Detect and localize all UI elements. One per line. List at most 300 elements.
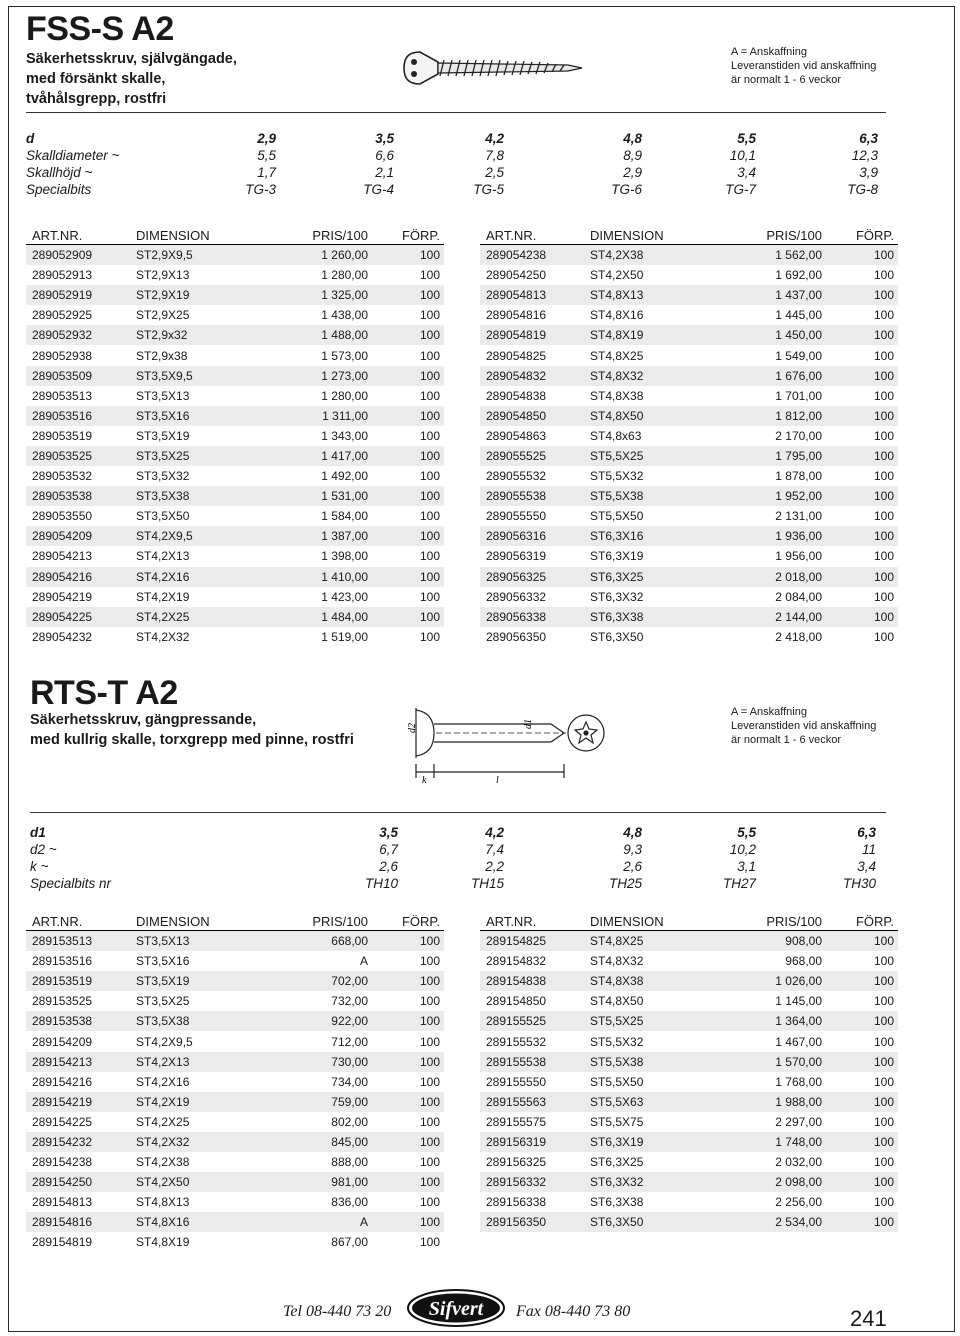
subtitle-line: Säkerhetsskruv, gängpressande, xyxy=(30,712,257,728)
spec-value: 7,4 xyxy=(485,842,504,857)
table-cell: 1 531,00 xyxy=(256,486,368,506)
table-cell: 1 311,00 xyxy=(256,406,368,426)
table-cell: 1 398,00 xyxy=(321,549,368,564)
table-cell: 100 xyxy=(822,1011,898,1031)
spec-row xyxy=(30,859,886,876)
table-cell: 100 xyxy=(822,567,898,587)
table-row xyxy=(26,406,444,426)
spec-value: TH30 xyxy=(842,876,876,891)
table-cell: 289053550 xyxy=(32,509,93,524)
note-line: A = Anskaffning xyxy=(731,706,807,718)
table-cell: ST6,3X38 xyxy=(590,607,710,627)
table-cell: ST2,9X13 xyxy=(136,268,190,283)
table-cell: 289054819 xyxy=(480,325,590,345)
delivery-note xyxy=(731,45,876,87)
table-cell: 100 xyxy=(873,1034,894,1049)
table-cell: 100 xyxy=(873,1195,894,1210)
subtitle-line: med kullrig skalle, torxgrepp med pinne, rostfri xyxy=(30,732,354,748)
table-cell: 759,00 xyxy=(256,1092,368,1112)
column-header: PRIS/100 xyxy=(256,912,368,931)
table-cell: 100 xyxy=(419,549,440,564)
table-cell: 289054832 xyxy=(480,366,590,386)
table-cell: ST6,3X19 xyxy=(590,549,644,564)
table-cell: 1 423,00 xyxy=(321,589,368,604)
table-cell: ST3,5X25 xyxy=(136,446,256,466)
table-cell: 100 xyxy=(873,954,894,969)
table-cell: 1 260,00 xyxy=(256,245,368,266)
table-cell: 289154825 xyxy=(480,931,590,952)
table-cell: 100 xyxy=(873,1114,894,1129)
table-cell: 908,00 xyxy=(710,931,822,952)
spec-row xyxy=(26,182,886,199)
table-cell: ST5,5X75 xyxy=(590,1114,644,1129)
spec-label: d2 ~ xyxy=(30,842,57,857)
table-cell: 289155525 xyxy=(480,1011,590,1031)
divider xyxy=(26,112,886,113)
table-cell: ST4,2X50 xyxy=(136,1172,256,1192)
table-cell: 732,00 xyxy=(331,994,368,1009)
table-cell: 1 573,00 xyxy=(321,348,368,363)
section2-price-table-right xyxy=(480,912,898,1253)
table-cell: ST4,2X13 xyxy=(136,549,190,564)
table-cell: 1 956,00 xyxy=(775,549,822,564)
spec-value: 4,2 xyxy=(485,131,504,146)
table-row xyxy=(26,587,444,607)
table-cell: 100 xyxy=(873,509,894,524)
table-cell: 289052909 xyxy=(26,245,136,266)
spec-value: 2,6 xyxy=(379,859,398,874)
spec-value: 2,9 xyxy=(257,131,276,146)
section2-title: RTS-T A2 xyxy=(30,674,178,712)
table-cell: ST4,8X25 xyxy=(590,348,644,363)
table-row xyxy=(480,486,898,506)
table-cell: 100 xyxy=(419,1114,440,1129)
table-cell: 100 xyxy=(419,954,440,969)
table-cell: ST3,5X38 xyxy=(136,486,256,506)
table-cell: 100 xyxy=(368,931,444,952)
table-cell: 2 256,00 xyxy=(775,1195,822,1210)
table-row xyxy=(26,1212,444,1232)
table-cell: 1 878,00 xyxy=(775,469,822,484)
note-line: Leveranstiden vid anskaffning xyxy=(731,60,877,72)
table-row xyxy=(26,1232,444,1252)
spec-value: 3,5 xyxy=(375,131,394,146)
table-cell: ST4,2X19 xyxy=(136,589,190,604)
table-cell: 1 280,00 xyxy=(321,388,368,403)
table-row xyxy=(480,325,898,345)
note-line: A = Anskaffning xyxy=(731,46,807,58)
table-cell: 289052932 xyxy=(26,325,136,345)
table-row xyxy=(480,466,898,486)
table-row xyxy=(480,991,898,1011)
spec-value: 5,5 xyxy=(257,148,276,163)
table-cell: 289052913 xyxy=(32,268,93,283)
table-row xyxy=(480,1052,898,1072)
table-cell: 100 xyxy=(873,348,894,363)
table-row xyxy=(26,1092,444,1112)
table-cell: 100 xyxy=(873,308,894,323)
spec-value: TH25 xyxy=(608,876,642,891)
spec-value: TH10 xyxy=(364,876,398,891)
table-cell: ST3,5X19 xyxy=(136,971,256,991)
table-cell: 836,00 xyxy=(331,1195,368,1210)
table-row xyxy=(480,366,898,386)
table-cell: ST4,8X16 xyxy=(590,308,644,323)
table-cell: 2 418,00 xyxy=(775,629,822,644)
table-cell: ST4,2X25 xyxy=(136,1114,190,1129)
table-cell: 289054816 xyxy=(486,308,547,323)
table-cell: 1 387,00 xyxy=(256,526,368,546)
table-cell: 100 xyxy=(368,1172,444,1192)
table-cell: ST4,8X50 xyxy=(590,406,710,426)
table-row xyxy=(26,285,444,305)
table-cell: 1 519,00 xyxy=(321,629,368,644)
table-cell xyxy=(480,1232,590,1252)
spec-value: 4,8 xyxy=(623,825,642,840)
table-cell: 100 xyxy=(368,245,444,266)
table-cell: ST4,8X32 xyxy=(590,366,710,386)
table-header-row xyxy=(26,226,444,245)
table-row xyxy=(480,446,898,466)
table-cell: 100 xyxy=(873,268,894,283)
k-label: k xyxy=(422,775,427,785)
table-cell: 1 450,00 xyxy=(710,325,822,345)
table-cell: 702,00 xyxy=(256,971,368,991)
table-cell: 100 xyxy=(873,388,894,403)
table-cell: 100 xyxy=(822,971,898,991)
table-cell: 1 467,00 xyxy=(775,1034,822,1049)
table-row xyxy=(26,466,444,486)
table-row xyxy=(26,1172,444,1192)
table-cell: 100 xyxy=(873,1155,894,1170)
table-cell: ST5,5X50 xyxy=(590,509,644,524)
spec-label: d1 xyxy=(30,825,46,840)
table-cell: ST6,3X50 xyxy=(590,1212,710,1232)
table-cell: ST5,5X25 xyxy=(590,1011,710,1031)
table-cell: ST3,5X13 xyxy=(136,388,190,403)
table-row xyxy=(480,265,898,285)
table-cell: 100 xyxy=(419,1155,440,1170)
spec-value: 6,7 xyxy=(379,842,398,857)
table-cell: 100 xyxy=(419,268,440,283)
spec-value: 7,8 xyxy=(485,148,504,163)
table-row xyxy=(480,245,898,266)
spec-value: 8,9 xyxy=(623,148,642,163)
table-cell: ST4,8X38 xyxy=(590,971,710,991)
spec-label: Specialbits xyxy=(26,182,92,197)
spec-label: Specialbits nr xyxy=(30,876,112,891)
table-cell: 1 488,00 xyxy=(256,325,368,345)
table-cell: ST4,8X25 xyxy=(590,931,710,952)
table-cell: 289054213 xyxy=(32,549,93,564)
table-cell: ST4,8X13 xyxy=(136,1195,190,1210)
table-cell: 289054863 xyxy=(486,428,547,443)
table-row xyxy=(480,627,898,647)
spec-value: 5,5 xyxy=(737,131,756,146)
table-cell: 100 xyxy=(419,1235,440,1250)
table-cell: ST4,8x63 xyxy=(590,428,642,443)
table-cell: 100 xyxy=(368,486,444,506)
table-cell: ST4,2X32 xyxy=(136,1132,256,1152)
spec-value: TG-6 xyxy=(611,182,642,197)
table-cell: 100 xyxy=(822,1052,898,1072)
column-header: FÖRP. xyxy=(368,912,444,931)
table-cell: ST4,8X38 xyxy=(590,388,644,403)
table-cell: 100 xyxy=(873,549,894,564)
spec-value: 3,4 xyxy=(737,165,756,180)
table-cell: 1 445,00 xyxy=(775,308,822,323)
table-row xyxy=(480,546,898,566)
table-cell: 100 xyxy=(368,285,444,305)
spec-value: 10,1 xyxy=(729,148,756,163)
table-cell: 712,00 xyxy=(331,1034,368,1049)
table-cell: 1 417,00 xyxy=(256,446,368,466)
table-row xyxy=(480,426,898,446)
table-row xyxy=(26,345,444,365)
spec-value: 5,5 xyxy=(737,825,756,840)
table-cell: 289052938 xyxy=(32,348,93,363)
table-cell: ST2,9x32 xyxy=(136,325,256,345)
table-cell: 100 xyxy=(368,406,444,426)
fss-screw-illustration xyxy=(398,48,588,88)
table-cell: 289154216 xyxy=(32,1074,93,1089)
table-row xyxy=(26,627,444,647)
table-row xyxy=(480,607,898,627)
table-cell: 289054838 xyxy=(486,388,547,403)
table-cell: 100 xyxy=(419,348,440,363)
table-cell: 1 988,00 xyxy=(710,1092,822,1112)
table-cell: 100 xyxy=(419,1074,440,1089)
table-cell: ST2,9X19 xyxy=(136,285,256,305)
table-cell: 100 xyxy=(419,428,440,443)
table-cell: 2 297,00 xyxy=(775,1114,822,1129)
table-cell: 100 xyxy=(822,1132,898,1152)
spec-value: 2,5 xyxy=(485,165,504,180)
table-cell: 289055538 xyxy=(480,486,590,506)
spec-label: Skallhöjd ~ xyxy=(26,165,93,180)
table-cell: 289053525 xyxy=(26,446,136,466)
table-cell: 289154819 xyxy=(32,1235,93,1250)
spec-value: TG-4 xyxy=(363,182,394,197)
table-cell: ST4,2X25 xyxy=(136,607,256,627)
table-cell: 289153516 xyxy=(32,954,93,969)
table-cell: ST4,2X38 xyxy=(590,245,710,266)
table-row xyxy=(26,971,444,991)
table-cell: 100 xyxy=(822,406,898,426)
table-cell: ST3,5X16 xyxy=(136,954,190,969)
column-header: DIMENSION xyxy=(590,226,710,245)
table-row xyxy=(480,1011,898,1031)
table-cell: 100 xyxy=(822,285,898,305)
column-header: ART.NR. xyxy=(480,226,590,245)
table-cell: ST6,3X38 xyxy=(590,1195,644,1210)
table-cell: 100 xyxy=(822,1212,898,1232)
column-header: ART.NR. xyxy=(26,912,136,931)
spec-value: 3,5 xyxy=(379,825,398,840)
table-cell: ST5,5X38 xyxy=(590,1052,710,1072)
table-cell: ST4,8X19 xyxy=(590,325,710,345)
table-row xyxy=(26,1112,444,1132)
table-cell: ST6,3X32 xyxy=(590,589,644,604)
table-row xyxy=(26,446,444,466)
table-cell: 289052919 xyxy=(26,285,136,305)
table-cell: 100 xyxy=(419,308,440,323)
section1-price-table-right xyxy=(480,226,898,647)
table-cell: 1 492,00 xyxy=(321,469,368,484)
note-line: Leveranstiden vid anskaffning xyxy=(731,720,877,732)
table-cell: 289155575 xyxy=(486,1114,547,1129)
table-row xyxy=(26,426,444,446)
table-cell: 100 xyxy=(822,446,898,466)
table-row xyxy=(26,1031,444,1051)
table-row xyxy=(26,607,444,627)
column-header: ART.NR. xyxy=(26,226,136,245)
table-row xyxy=(26,486,444,506)
table-cell: A xyxy=(256,1212,368,1232)
table-cell: 289154225 xyxy=(32,1114,93,1129)
table-cell: 289156332 xyxy=(480,1172,590,1192)
table-cell: 289055525 xyxy=(480,446,590,466)
spec-value: 6,3 xyxy=(857,825,876,840)
table-cell: 100 xyxy=(822,607,898,627)
table-cell: 100 xyxy=(873,994,894,1009)
table-cell: ST4,2X50 xyxy=(590,268,644,283)
table-cell: 1 026,00 xyxy=(710,971,822,991)
table-cell: 1 701,00 xyxy=(775,388,822,403)
spec-label: k ~ xyxy=(30,859,49,874)
table-cell: 289154816 xyxy=(26,1212,136,1232)
table-row xyxy=(26,366,444,386)
table-cell: ST4,8X16 xyxy=(136,1212,256,1232)
spec-value: TG-7 xyxy=(725,182,756,197)
table-cell: 2 170,00 xyxy=(775,428,822,443)
table-cell: 289056316 xyxy=(480,526,590,546)
spec-row xyxy=(26,131,886,148)
table-cell: 802,00 xyxy=(331,1114,368,1129)
logo-text: Sifvert xyxy=(428,1298,484,1320)
table-cell: 981,00 xyxy=(256,1172,368,1192)
section2-spec-table xyxy=(30,825,886,895)
table-cell: 2 144,00 xyxy=(710,607,822,627)
spec-value: 2,2 xyxy=(485,859,504,874)
table-row xyxy=(480,1212,898,1232)
table-cell: ST3,5X9,5 xyxy=(136,366,256,386)
d1-label: d1 xyxy=(523,719,534,729)
table-cell: ST3,5X25 xyxy=(136,994,190,1009)
table-header-row xyxy=(480,912,898,931)
table-cell: 100 xyxy=(368,1052,444,1072)
table-cell: ST3,5X13 xyxy=(136,931,256,952)
table-cell: 2 098,00 xyxy=(710,1172,822,1192)
page-number: 241 xyxy=(850,1306,887,1331)
column-header: DIMENSION xyxy=(136,226,256,245)
table-cell: 100 xyxy=(822,486,898,506)
table-cell: 289053519 xyxy=(32,428,93,443)
table-cell: 1 273,00 xyxy=(256,366,368,386)
table-cell: 100 xyxy=(368,325,444,345)
table-row xyxy=(480,1031,898,1051)
table-row xyxy=(480,1112,898,1132)
table-row xyxy=(26,1192,444,1212)
table-cell: 289056338 xyxy=(480,607,590,627)
table-cell: 1 343,00 xyxy=(321,428,368,443)
column-header: PRIS/100 xyxy=(256,226,368,245)
table-cell: 100 xyxy=(419,509,440,524)
column-header: FÖRP. xyxy=(822,226,898,245)
table-cell: 1 410,00 xyxy=(256,567,368,587)
table-cell: ST6,3X19 xyxy=(590,1132,710,1152)
table-cell: 289154209 xyxy=(32,1034,93,1049)
table-row xyxy=(26,546,444,566)
table-cell: 100 xyxy=(368,526,444,546)
spec-value: 4,2 xyxy=(485,825,504,840)
spec-row xyxy=(30,825,886,842)
table-cell: ST2,9X25 xyxy=(136,308,190,323)
spec-value: 12,3 xyxy=(851,148,878,163)
table-row xyxy=(480,345,898,365)
table-cell: 289154238 xyxy=(32,1155,93,1170)
subtitle-line: tvåhålsgrepp, rostfri xyxy=(26,91,167,107)
table-cell: 730,00 xyxy=(256,1052,368,1072)
table-row xyxy=(26,265,444,285)
table-cell: 100 xyxy=(873,629,894,644)
table-row xyxy=(26,991,444,1011)
table-row xyxy=(480,1192,898,1212)
table-cell: ST4,2X19 xyxy=(136,1092,256,1112)
table-cell: 289054219 xyxy=(32,589,93,604)
table-cell: 100 xyxy=(419,589,440,604)
table-row xyxy=(26,526,444,546)
table-row xyxy=(26,1152,444,1172)
spec-value: 2,1 xyxy=(375,165,394,180)
table-cell: 289154232 xyxy=(26,1132,136,1152)
table-cell: ST6,3X32 xyxy=(590,1172,710,1192)
spec-value: 3,4 xyxy=(857,859,876,874)
column-header: PRIS/100 xyxy=(710,226,822,245)
spec-value: 4,8 xyxy=(623,131,642,146)
table-cell: 100 xyxy=(419,1034,440,1049)
table-cell: ST2,9x38 xyxy=(136,348,188,363)
table-cell: 289153525 xyxy=(32,994,93,1009)
table-cell: 289155532 xyxy=(486,1034,547,1049)
table-cell: 2 084,00 xyxy=(775,589,822,604)
table-cell: ST6,3X25 xyxy=(590,567,710,587)
table-cell: 100 xyxy=(873,469,894,484)
table-cell: 289055550 xyxy=(486,509,547,524)
l-label: l xyxy=(496,775,499,785)
section1-price-table-left xyxy=(26,226,444,647)
spec-value: 11 xyxy=(861,842,876,857)
table-row xyxy=(480,931,898,952)
table-cell: 2 534,00 xyxy=(710,1212,822,1232)
table-cell: 100 xyxy=(419,994,440,1009)
column-header: ART.NR. xyxy=(480,912,590,931)
table-row xyxy=(26,931,444,952)
table-cell: ST4,8X19 xyxy=(136,1235,190,1250)
table-cell: 1 438,00 xyxy=(321,308,368,323)
table-cell: ST5,5X25 xyxy=(590,446,710,466)
spec-row xyxy=(26,165,886,182)
table-row xyxy=(26,245,444,266)
table-cell: 289155538 xyxy=(480,1052,590,1072)
table-cell: 100 xyxy=(822,1092,898,1112)
spec-value: 10,2 xyxy=(729,842,756,857)
table-row xyxy=(480,971,898,991)
table-cell: 289052925 xyxy=(32,308,93,323)
table-cell: 289056332 xyxy=(486,589,547,604)
table-cell: 289054232 xyxy=(32,629,93,644)
column-header: FÖRP. xyxy=(822,912,898,931)
